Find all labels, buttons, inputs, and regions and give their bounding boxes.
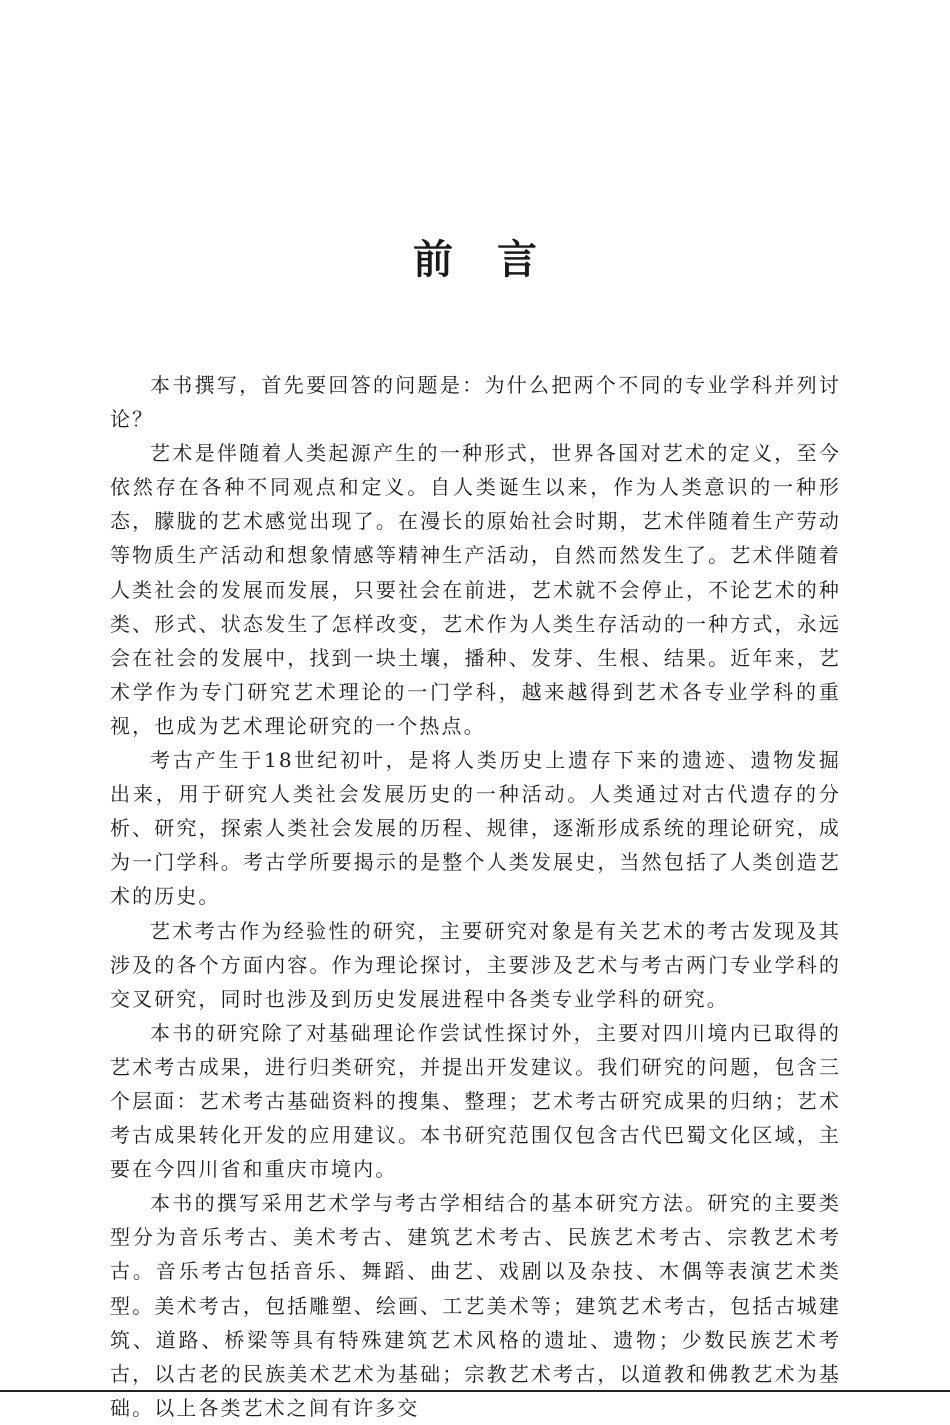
bottom-edge-line <box>0 1390 950 1392</box>
body-text <box>110 368 841 1425</box>
paragraph-6: 本书的撰写采用艺术学与考古学相结合的基本研究方法。研究的主要类型分为音乐考古、美术考古、建筑艺术考古、民族艺术考古、宗教艺术考古。音乐考古包括音乐、舞蹈、曲艺、戏剧以及杂技、木偶等表演艺术类型。美术考古，包括雕塑、绘画、工艺美术等；建筑艺术考古，包括古城建筑、道路、桥梁等具有特殊建筑艺术风格的遗址、遗物；少数民族艺术考古，以古老的民族美术艺术为基础；宗教艺术考古，以道教和佛教艺术为基础。以上各类艺术之间有许多交 <box>110 1191 841 1420</box>
paragraph-1: 本书撰写，首先要回答的问题是：为什么把两个不同的专业学科并列讨论？ <box>110 373 841 432</box>
page-title: 前言 <box>413 236 581 283</box>
paragraph-5: 本书的研究除了对基础理论作尝试性探讨外，主要对四川境内已取得的艺术考古成果，进行归类研究，并提出开发建议。我们研究的问题，包含三个层面：艺术考古基础资料的搜集、整理；艺术考古研究成果的归纳；艺术考古成果转化开发的应用建议。本书研究范围仅包含古代巴蜀文化区域，主要在今四川省和重庆市境内。 <box>110 1020 841 1182</box>
paragraph-3: 考古产生于18世纪初叶，是将人类历史上遗存下来的遗迹、遗物发掘出来，用于研究人类社会发展历史的一种活动。人类通过对古代遗存的分析、研究，探索人类社会发展的历程、规律，逐渐形成系统的理论研究，成为一门学科。考古学所要揭示的是整个人类发展史，当然包括了人类创造艺术的历史。 <box>110 748 841 909</box>
paragraph-2: 艺术是伴随着人类起源产生的一种形式，世界各国对艺术的定义，至今依然存在各种不同观点和定义。自人类诞生以来，作为人类意识的一种形态，朦胧的艺术感觉出现了。在漫长的原始社会时期，艺术伴随着生产劳动等物质生产活动和想象情感等精神生产活动，自然而然发生了。艺术伴随着人类社会的发展而发展，只要社会在前进，艺术就不会停止，不论艺术的种类、形式、状态发生了怎样改变，艺术作为人类生存活动的一种方式，永远会在社会的发展中，找到一块土壤，播种、发芽、生根、结果。近年来，艺术学作为专门研究艺术理论的一门学科，越来越得到艺术各专业学科的重视，也成为艺术理论研究的一个热点。 <box>110 441 841 738</box>
paragraph-4: 艺术考古作为经验性的研究，主要研究对象是有关艺术的考古发现及其涉及的各个方面内容。作为理论探讨，主要涉及艺术与考古两门专业学科的交叉研究，同时也涉及到历史发展进程中各类专业学科的研究。 <box>110 918 841 1011</box>
